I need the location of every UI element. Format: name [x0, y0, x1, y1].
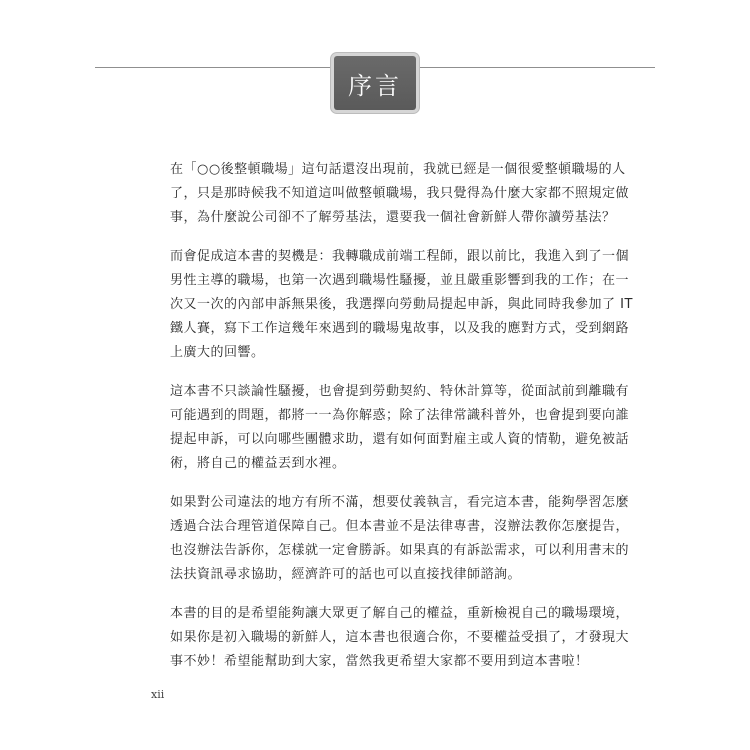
paragraph — [170, 491, 630, 587]
paragraph — [170, 245, 633, 365]
text-line: 如果對公司違法的地方有所不滿，想要仗義執言，看完這本書，能夠學習怎麼 — [170, 495, 630, 510]
text-line: 事，為什麼說公司卻不了解勞基法，還要我一個社會新鮮人帶你讀勞基法？ — [170, 210, 616, 225]
paragraph — [170, 602, 630, 674]
text-line: 提起申訴，可以向哪些團體求助，還有如何面對雇主或人資的情勒，避免被話 — [170, 432, 630, 447]
text-line: 而會促成這本書的契機是：我轉職成前端工程師，跟以前比，我進入到了一個 — [170, 249, 630, 264]
body-text — [170, 158, 633, 689]
text-line: 也沒辦法告訴你，怎樣就一定會勝訴。如果真的有訴訟需求，可以利用書末的 — [170, 543, 630, 558]
text-line: 次又一次的內部申訴無果後，我選擇向勞動局提起申訴，與此同時我參加了 IT — [170, 297, 633, 312]
text-line: 男性主導的職場，也第一次遇到職場性騷擾，並且嚴重影響到我的工作；在一 — [170, 273, 630, 288]
section-title-box — [334, 56, 416, 110]
text-line: 這本書不只談論性騷擾，也會提到勞動契約、特休計算等，從面試前到離職有 — [170, 384, 630, 399]
text-line: 本書的目的是希望能夠讓大眾更了解自己的權益，重新檢視自己的職場環境， — [170, 606, 630, 621]
text-line: 事不妙！希望能幫助到大家，當然我更希望大家都不要用到這本書啦！ — [170, 654, 589, 669]
page-number: xii — [151, 688, 165, 701]
text-line: 鐵人賽，寫下工作這幾年來遇到的職場鬼故事，以及我的應對方式，受到網路 — [170, 321, 630, 336]
text-line: 可能遇到的問題，都將一一為你解惑；除了法律常識科普外，也會提到要向誰 — [170, 408, 630, 423]
paragraph — [170, 380, 630, 476]
text-line: 上廣大的回響。 — [170, 345, 265, 360]
text-line: 透過合法合理管道保障自己。但本書並不是法律專書，沒辦法教你怎麼提告， — [170, 519, 630, 534]
section-title: 序言 — [348, 71, 402, 100]
text-line: 在「○○後整頓職場」這句話還沒出現前，我就已經是一個很愛整頓職場的人 — [170, 162, 626, 177]
text-line: 術，將自己的權益丟到水裡。 — [170, 456, 346, 471]
text-line: 了，只是那時候我不知道這叫做整頓職場，我只覺得為什麼大家都不照規定做 — [170, 186, 630, 201]
text-line: 法扶資訊尋求協助，經濟許可的話也可以直接找律師諮詢。 — [170, 567, 522, 582]
paragraph — [170, 158, 630, 230]
text-line: 如果你是初入職場的新鮮人，這本書也很適合你，不要權益受損了，才發現大 — [170, 630, 630, 645]
